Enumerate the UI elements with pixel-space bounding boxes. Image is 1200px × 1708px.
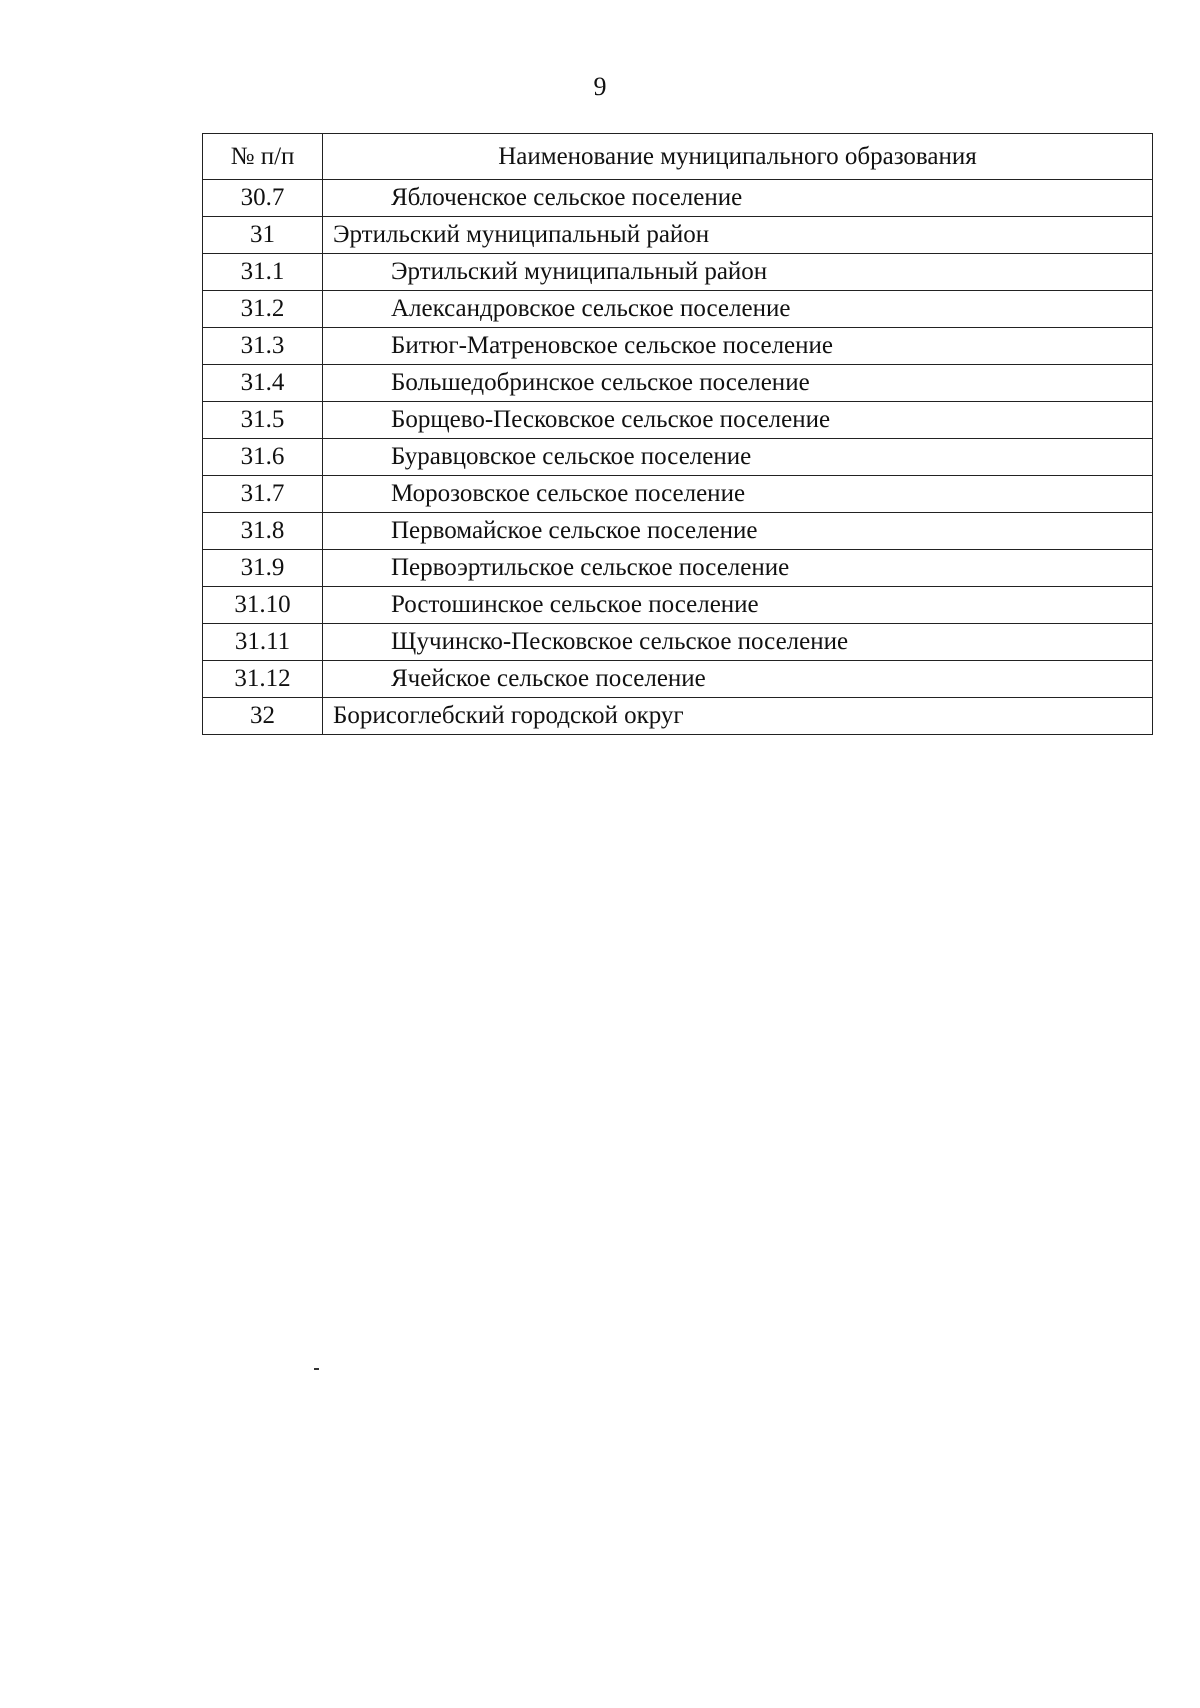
row-number: 31 xyxy=(203,217,323,254)
row-number: 31.2 xyxy=(203,291,323,328)
table-row xyxy=(203,439,1153,476)
table-row xyxy=(203,476,1153,513)
table-row xyxy=(203,180,1153,217)
row-number: 31.4 xyxy=(203,365,323,402)
row-name: Щучинско-Песковское сельское поселение xyxy=(323,624,1153,661)
row-number: 31.5 xyxy=(203,402,323,439)
row-name: Борисоглебский городской округ xyxy=(323,698,1153,735)
row-name: Первоэртильское сельское поселение xyxy=(323,550,1153,587)
table-header-row xyxy=(203,134,1153,180)
header-number: № п/п xyxy=(203,134,323,180)
row-name: Большедобринское сельское поселение xyxy=(323,365,1153,402)
table-row xyxy=(203,661,1153,698)
row-name: Морозовское сельское поселение xyxy=(323,476,1153,513)
table-row xyxy=(203,587,1153,624)
row-number: 32 xyxy=(203,698,323,735)
row-name: Эртильский муниципальный район xyxy=(323,217,1153,254)
row-name: Буравцовское сельское поселение xyxy=(323,439,1153,476)
row-name: Яблоченское сельское поселение xyxy=(323,180,1153,217)
row-number: 31.7 xyxy=(203,476,323,513)
table-row xyxy=(203,291,1153,328)
table-row xyxy=(203,254,1153,291)
row-number: 31.1 xyxy=(203,254,323,291)
table-row xyxy=(203,624,1153,661)
row-number: 31.10 xyxy=(203,587,323,624)
row-name: Ростошинское сельское поселение xyxy=(323,587,1153,624)
row-name: Первомайское сельское поселение xyxy=(323,513,1153,550)
row-number: 31.8 xyxy=(203,513,323,550)
table-row xyxy=(203,365,1153,402)
table-row xyxy=(203,328,1153,365)
row-number: 31.12 xyxy=(203,661,323,698)
row-name: Борщево-Песковское сельское поселение xyxy=(323,402,1153,439)
row-name: Эртильский муниципальный район xyxy=(323,254,1153,291)
municipalities-table xyxy=(202,133,1153,735)
row-name: Александровское сельское поселение xyxy=(323,291,1153,328)
row-number: 30.7 xyxy=(203,180,323,217)
table-row xyxy=(203,217,1153,254)
row-name: Битюг-Матреновское сельское поселение xyxy=(323,328,1153,365)
table-row xyxy=(203,402,1153,439)
page-number: 9 xyxy=(593,72,607,101)
row-number: 31.3 xyxy=(203,328,323,365)
table-row xyxy=(203,698,1153,735)
table-body xyxy=(203,180,1153,735)
row-name: Ячейское сельское поселение xyxy=(323,661,1153,698)
header-name: Наименование муниципального образования xyxy=(323,134,1153,180)
row-number: 31.11 xyxy=(203,624,323,661)
row-number: 31.9 xyxy=(203,550,323,587)
stray-mark xyxy=(314,1368,319,1370)
table-row xyxy=(203,550,1153,587)
table-row xyxy=(203,513,1153,550)
row-number: 31.6 xyxy=(203,439,323,476)
